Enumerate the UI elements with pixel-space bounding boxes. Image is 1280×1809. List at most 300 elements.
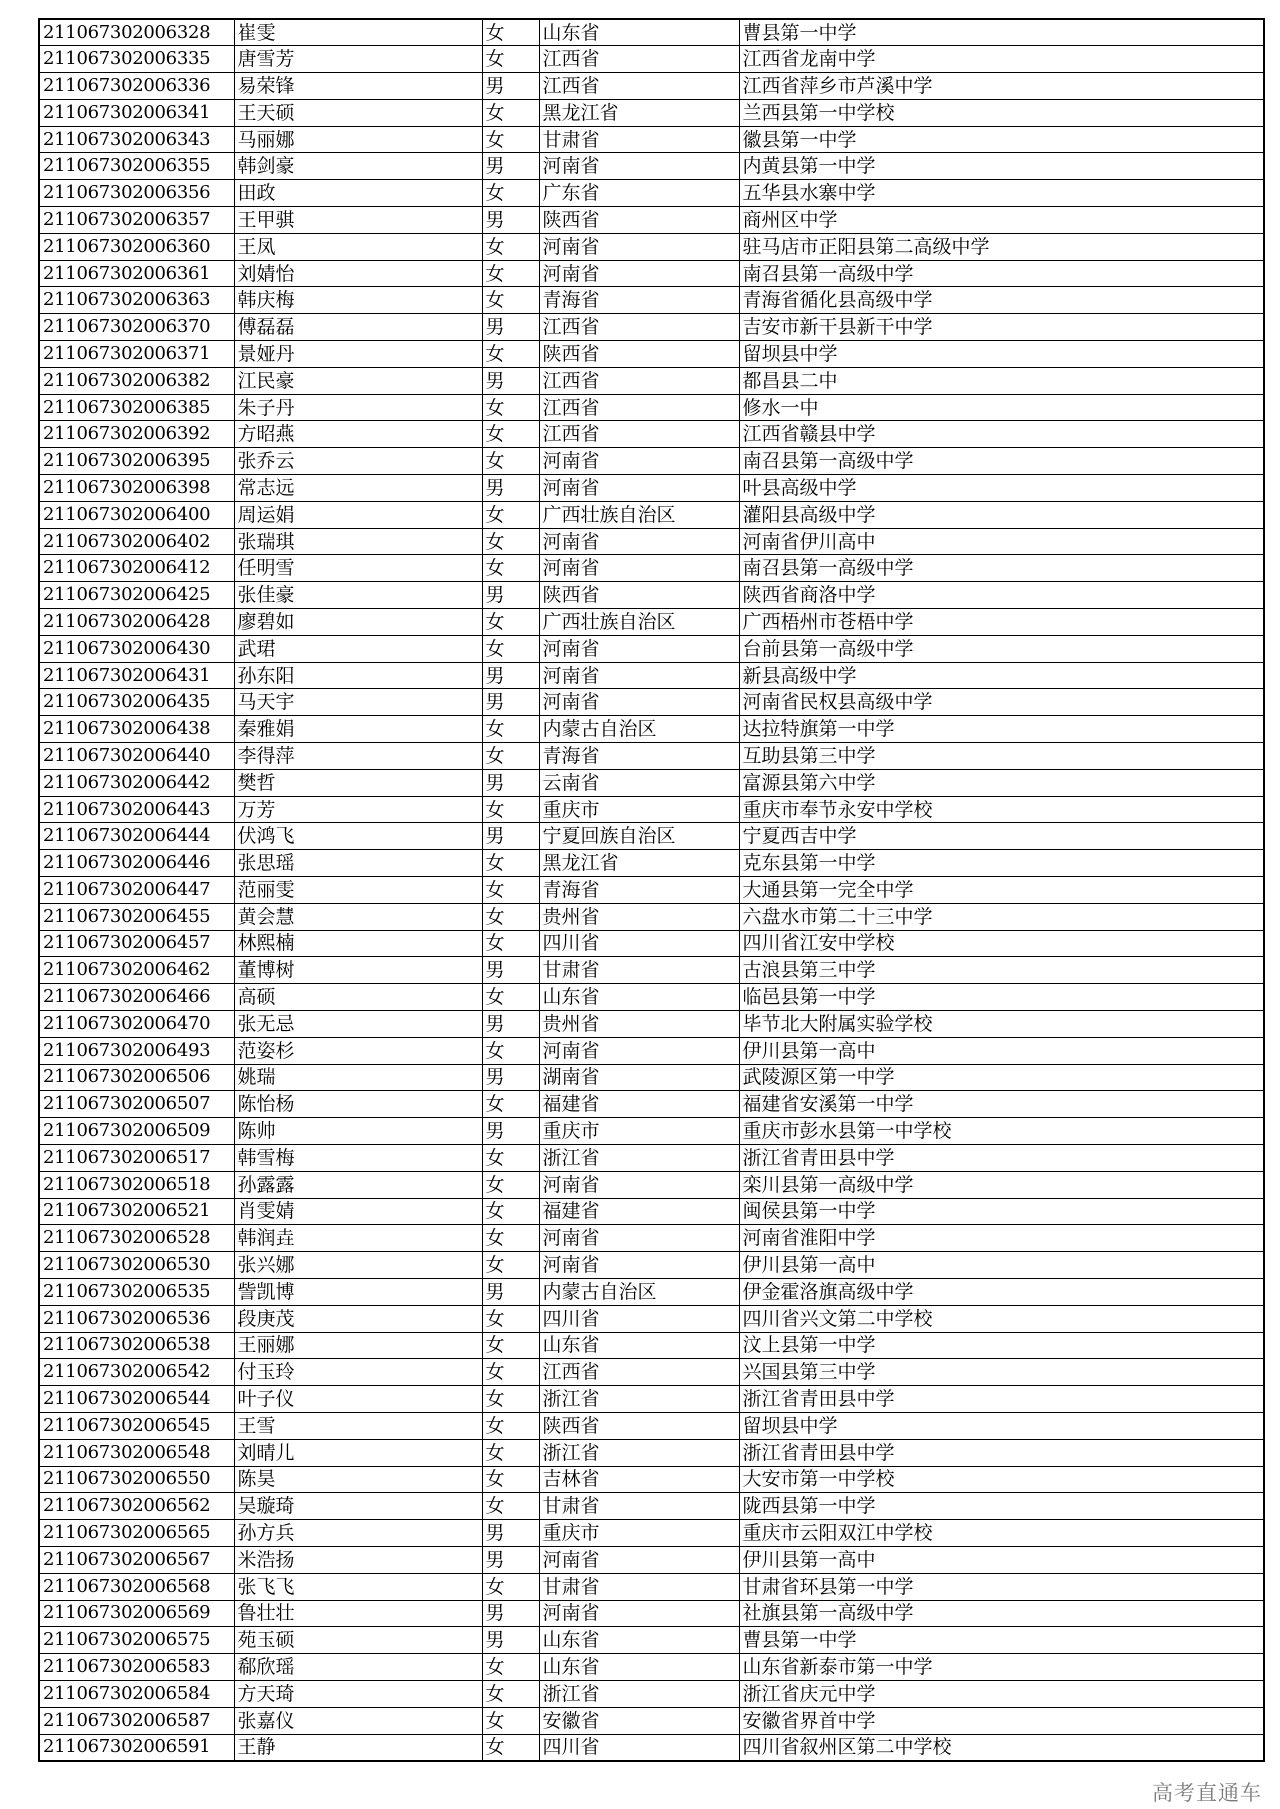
- table-row: [39, 930, 1264, 957]
- name-cell: 訾凯博: [234, 1278, 482, 1305]
- province-cell: 河南省: [539, 1225, 739, 1252]
- name-cell: 张思瑶: [234, 850, 482, 877]
- table-row: [39, 1252, 1264, 1279]
- exam-id-cell: 211067302006370: [39, 314, 234, 341]
- name-cell: 孙方兵: [234, 1520, 482, 1547]
- name-cell: 崔雯: [234, 19, 482, 46]
- school-cell: 青海省循化县高级中学: [739, 287, 1264, 314]
- table-row: [39, 1359, 1264, 1386]
- name-cell: 江民豪: [234, 367, 482, 394]
- province-cell: 吉林省: [539, 1466, 739, 1493]
- table-row: [39, 1734, 1264, 1761]
- school-cell: 伊川县第一高中: [739, 1037, 1264, 1064]
- gender-cell: 女: [482, 984, 539, 1011]
- province-cell: 河南省: [539, 1037, 739, 1064]
- school-cell: 汶上县第一中学: [739, 1332, 1264, 1359]
- name-cell: 张兴娜: [234, 1252, 482, 1279]
- exam-id-cell: 211067302006447: [39, 877, 234, 904]
- exam-id-cell: 211067302006430: [39, 635, 234, 662]
- gender-cell: 女: [482, 1332, 539, 1359]
- province-cell: 河南省: [539, 528, 739, 555]
- table-row: [39, 287, 1264, 314]
- table-row: [39, 1037, 1264, 1064]
- exam-id-cell: 211067302006545: [39, 1412, 234, 1439]
- gender-cell: 男: [482, 1627, 539, 1654]
- name-cell: 张瑞琪: [234, 528, 482, 555]
- name-cell: 郗欣瑶: [234, 1654, 482, 1681]
- gender-cell: 女: [482, 233, 539, 260]
- province-cell: 河南省: [539, 233, 739, 260]
- exam-id-cell: 211067302006402: [39, 528, 234, 555]
- name-cell: 肖雯婧: [234, 1198, 482, 1225]
- school-cell: 内黄县第一中学: [739, 153, 1264, 180]
- province-cell: 河南省: [539, 555, 739, 582]
- school-cell: 叶县高级中学: [739, 475, 1264, 502]
- exam-id-cell: 211067302006583: [39, 1654, 234, 1681]
- exam-id-cell: 211067302006400: [39, 501, 234, 528]
- province-cell: 浙江省: [539, 1144, 739, 1171]
- exam-id-cell: 211067302006568: [39, 1573, 234, 1600]
- table-row: [39, 796, 1264, 823]
- province-cell: 贵州省: [539, 1010, 739, 1037]
- gender-cell: 女: [482, 99, 539, 126]
- school-cell: 达拉特旗第一中学: [739, 716, 1264, 743]
- province-cell: 河南省: [539, 635, 739, 662]
- gender-cell: 女: [482, 635, 539, 662]
- name-cell: 李得萍: [234, 743, 482, 770]
- exam-id-cell: 211067302006518: [39, 1171, 234, 1198]
- name-cell: 张乔云: [234, 448, 482, 475]
- name-cell: 姚瑞: [234, 1064, 482, 1091]
- school-cell: 四川省江安中学校: [739, 930, 1264, 957]
- name-cell: 叶子仪: [234, 1386, 482, 1413]
- table-row: [39, 207, 1264, 234]
- province-cell: 江西省: [539, 421, 739, 448]
- province-cell: 陕西省: [539, 1412, 739, 1439]
- school-cell: 陇西县第一中学: [739, 1493, 1264, 1520]
- school-cell: 徽县第一中学: [739, 126, 1264, 153]
- gender-cell: 女: [482, 19, 539, 46]
- exam-id-cell: 211067302006565: [39, 1520, 234, 1547]
- table-row: [39, 1118, 1264, 1145]
- exam-id-cell: 211067302006506: [39, 1064, 234, 1091]
- exam-id-cell: 211067302006517: [39, 1144, 234, 1171]
- gender-cell: 女: [482, 1386, 539, 1413]
- school-cell: 古浪县第三中学: [739, 957, 1264, 984]
- gender-cell: 女: [482, 1734, 539, 1761]
- school-cell: 新县高级中学: [739, 662, 1264, 689]
- name-cell: 易荣锋: [234, 73, 482, 100]
- province-cell: 陕西省: [539, 341, 739, 368]
- name-cell: 孙露露: [234, 1171, 482, 1198]
- gender-cell: 女: [482, 555, 539, 582]
- school-cell: 南召县第一高级中学: [739, 555, 1264, 582]
- gender-cell: 女: [482, 46, 539, 73]
- school-cell: 吉安市新干县新干中学: [739, 314, 1264, 341]
- table-row: [39, 341, 1264, 368]
- province-cell: 重庆市: [539, 1118, 739, 1145]
- name-cell: 王雪: [234, 1412, 482, 1439]
- province-cell: 青海省: [539, 877, 739, 904]
- school-cell: 南召县第一高级中学: [739, 448, 1264, 475]
- exam-id-cell: 211067302006341: [39, 99, 234, 126]
- school-cell: 宁夏西吉中学: [739, 823, 1264, 850]
- exam-id-cell: 211067302006412: [39, 555, 234, 582]
- exam-id-cell: 211067302006530: [39, 1252, 234, 1279]
- province-cell: 四川省: [539, 1305, 739, 1332]
- exam-id-cell: 211067302006457: [39, 930, 234, 957]
- province-cell: 江西省: [539, 73, 739, 100]
- name-cell: 秦雅娟: [234, 716, 482, 743]
- gender-cell: 女: [482, 1252, 539, 1279]
- school-cell: 曹县第一中学: [739, 19, 1264, 46]
- table-row: [39, 823, 1264, 850]
- table-row: [39, 555, 1264, 582]
- gender-cell: 女: [482, 1171, 539, 1198]
- name-cell: 万芳: [234, 796, 482, 823]
- province-cell: 内蒙古自治区: [539, 1278, 739, 1305]
- school-cell: 兰西县第一中学校: [739, 99, 1264, 126]
- name-cell: 武珺: [234, 635, 482, 662]
- school-cell: 安徽省界首中学: [739, 1707, 1264, 1734]
- table-row: [39, 769, 1264, 796]
- province-cell: 四川省: [539, 930, 739, 957]
- province-cell: 山东省: [539, 1332, 739, 1359]
- gender-cell: 女: [482, 1707, 539, 1734]
- school-cell: 江西省萍乡市芦溪中学: [739, 73, 1264, 100]
- exam-id-cell: 211067302006382: [39, 367, 234, 394]
- school-cell: 克东县第一中学: [739, 850, 1264, 877]
- province-cell: 青海省: [539, 287, 739, 314]
- exam-id-cell: 211067302006335: [39, 46, 234, 73]
- gender-cell: 男: [482, 207, 539, 234]
- exam-id-cell: 211067302006357: [39, 207, 234, 234]
- province-cell: 山东省: [539, 1654, 739, 1681]
- name-cell: 陈怡杨: [234, 1091, 482, 1118]
- table-row: [39, 1493, 1264, 1520]
- gender-cell: 女: [482, 903, 539, 930]
- table-row: [39, 662, 1264, 689]
- gender-cell: 女: [482, 1493, 539, 1520]
- school-cell: 互助县第三中学: [739, 743, 1264, 770]
- table-row: [39, 1466, 1264, 1493]
- table-row: [39, 582, 1264, 609]
- table-row: [39, 1520, 1264, 1547]
- name-cell: 樊哲: [234, 769, 482, 796]
- gender-cell: 女: [482, 796, 539, 823]
- table-row: [39, 635, 1264, 662]
- exam-id-cell: 211067302006343: [39, 126, 234, 153]
- exam-id-cell: 211067302006466: [39, 984, 234, 1011]
- school-cell: 四川省兴文第二中学校: [739, 1305, 1264, 1332]
- province-cell: 河南省: [539, 1252, 739, 1279]
- table-row: [39, 1439, 1264, 1466]
- province-cell: 黑龙江省: [539, 99, 739, 126]
- table-row: [39, 260, 1264, 287]
- province-cell: 甘肃省: [539, 957, 739, 984]
- school-cell: 山东省新泰市第一中学: [739, 1654, 1264, 1681]
- province-cell: 河南省: [539, 475, 739, 502]
- name-cell: 张飞飞: [234, 1573, 482, 1600]
- exam-id-cell: 211067302006470: [39, 1010, 234, 1037]
- gender-cell: 女: [482, 1037, 539, 1064]
- school-cell: 临邑县第一中学: [739, 984, 1264, 1011]
- gender-cell: 男: [482, 1064, 539, 1091]
- gender-cell: 男: [482, 314, 539, 341]
- table-row: [39, 1680, 1264, 1707]
- gender-cell: 女: [482, 743, 539, 770]
- province-cell: 陕西省: [539, 207, 739, 234]
- table-row: [39, 153, 1264, 180]
- exam-id-cell: 211067302006536: [39, 1305, 234, 1332]
- school-cell: 灌阳县高级中学: [739, 501, 1264, 528]
- province-cell: 河南省: [539, 260, 739, 287]
- table-row: [39, 1198, 1264, 1225]
- exam-id-cell: 211067302006550: [39, 1466, 234, 1493]
- name-cell: 张嘉仪: [234, 1707, 482, 1734]
- gender-cell: 女: [482, 1412, 539, 1439]
- name-cell: 吴璇琦: [234, 1493, 482, 1520]
- table-row: [39, 394, 1264, 421]
- exam-id-cell: 211067302006440: [39, 743, 234, 770]
- school-cell: 重庆市奉节永安中学校: [739, 796, 1264, 823]
- table-row: [39, 233, 1264, 260]
- school-cell: 陕西省商洛中学: [739, 582, 1264, 609]
- exam-id-cell: 211067302006562: [39, 1493, 234, 1520]
- school-cell: 浙江省庆元中学: [739, 1680, 1264, 1707]
- school-cell: 重庆市彭水县第一中学校: [739, 1118, 1264, 1145]
- table-body: [39, 19, 1264, 1761]
- table-row: [39, 1654, 1264, 1681]
- gender-cell: 男: [482, 1010, 539, 1037]
- exam-id-cell: 211067302006443: [39, 796, 234, 823]
- name-cell: 孙东阳: [234, 662, 482, 689]
- name-cell: 韩润垚: [234, 1225, 482, 1252]
- school-cell: 大安市第一中学校: [739, 1466, 1264, 1493]
- exam-id-cell: 211067302006435: [39, 689, 234, 716]
- name-cell: 刘晴儿: [234, 1439, 482, 1466]
- name-cell: 陈昊: [234, 1466, 482, 1493]
- school-cell: 武陵源区第一中学: [739, 1064, 1264, 1091]
- school-cell: 兴国县第三中学: [739, 1359, 1264, 1386]
- table-row: [39, 19, 1264, 46]
- province-cell: 浙江省: [539, 1680, 739, 1707]
- exam-id-cell: 211067302006507: [39, 1091, 234, 1118]
- name-cell: 林熙楠: [234, 930, 482, 957]
- province-cell: 湖南省: [539, 1064, 739, 1091]
- gender-cell: 女: [482, 1680, 539, 1707]
- gender-cell: 男: [482, 1600, 539, 1627]
- table-row: [39, 475, 1264, 502]
- gender-cell: 男: [482, 73, 539, 100]
- province-cell: 四川省: [539, 1734, 739, 1761]
- exam-id-cell: 211067302006542: [39, 1359, 234, 1386]
- school-cell: 修水一中: [739, 394, 1264, 421]
- province-cell: 河南省: [539, 662, 739, 689]
- province-cell: 福建省: [539, 1091, 739, 1118]
- exam-id-cell: 211067302006336: [39, 73, 234, 100]
- table-row: [39, 1707, 1264, 1734]
- exam-id-cell: 211067302006446: [39, 850, 234, 877]
- school-cell: 五华县水寨中学: [739, 180, 1264, 207]
- exam-id-cell: 211067302006528: [39, 1225, 234, 1252]
- exam-id-cell: 211067302006438: [39, 716, 234, 743]
- table-row: [39, 1386, 1264, 1413]
- school-cell: 福建省安溪第一中学: [739, 1091, 1264, 1118]
- school-cell: 浙江省青田县中学: [739, 1386, 1264, 1413]
- province-cell: 江西省: [539, 46, 739, 73]
- gender-cell: 女: [482, 126, 539, 153]
- exam-id-cell: 211067302006538: [39, 1332, 234, 1359]
- table-row: [39, 126, 1264, 153]
- table-row: [39, 367, 1264, 394]
- exam-id-cell: 211067302006509: [39, 1118, 234, 1145]
- exam-id-cell: 211067302006385: [39, 394, 234, 421]
- gender-cell: 男: [482, 1118, 539, 1145]
- gender-cell: 男: [482, 662, 539, 689]
- province-cell: 陕西省: [539, 582, 739, 609]
- exam-id-cell: 211067302006425: [39, 582, 234, 609]
- name-cell: 王天硕: [234, 99, 482, 126]
- table-row: [39, 314, 1264, 341]
- table-row: [39, 1091, 1264, 1118]
- table-row: [39, 689, 1264, 716]
- exam-id-cell: 211067302006548: [39, 1439, 234, 1466]
- school-cell: 四川省叙州区第二中学校: [739, 1734, 1264, 1761]
- table-row: [39, 1171, 1264, 1198]
- exam-id-cell: 211067302006535: [39, 1278, 234, 1305]
- exam-id-cell: 211067302006569: [39, 1600, 234, 1627]
- exam-id-cell: 211067302006428: [39, 609, 234, 636]
- name-cell: 唐雪芳: [234, 46, 482, 73]
- province-cell: 重庆市: [539, 1520, 739, 1547]
- name-cell: 伏鸿飞: [234, 823, 482, 850]
- name-cell: 高硕: [234, 984, 482, 1011]
- school-cell: 留坝县中学: [739, 1412, 1264, 1439]
- name-cell: 廖碧如: [234, 609, 482, 636]
- exam-id-cell: 211067302006455: [39, 903, 234, 930]
- table-row: [39, 46, 1264, 73]
- name-cell: 景娅丹: [234, 341, 482, 368]
- gender-cell: 男: [482, 475, 539, 502]
- name-cell: 周运娟: [234, 501, 482, 528]
- exam-id-cell: 211067302006361: [39, 260, 234, 287]
- gender-cell: 女: [482, 1091, 539, 1118]
- school-cell: 南召县第一高级中学: [739, 260, 1264, 287]
- school-cell: 都昌县二中: [739, 367, 1264, 394]
- exam-id-cell: 211067302006444: [39, 823, 234, 850]
- school-cell: 曹县第一中学: [739, 1627, 1264, 1654]
- table-row: [39, 850, 1264, 877]
- table-row: [39, 528, 1264, 555]
- gender-cell: 男: [482, 1546, 539, 1573]
- gender-cell: 女: [482, 716, 539, 743]
- province-cell: 甘肃省: [539, 1493, 739, 1520]
- exam-id-cell: 211067302006442: [39, 769, 234, 796]
- province-cell: 云南省: [539, 769, 739, 796]
- exam-id-cell: 211067302006371: [39, 341, 234, 368]
- school-cell: 台前县第一高级中学: [739, 635, 1264, 662]
- name-cell: 韩雪梅: [234, 1144, 482, 1171]
- table-row: [39, 1278, 1264, 1305]
- gender-cell: 女: [482, 501, 539, 528]
- exam-id-cell: 211067302006493: [39, 1037, 234, 1064]
- name-cell: 韩剑豪: [234, 153, 482, 180]
- province-cell: 河南省: [539, 448, 739, 475]
- name-cell: 傅磊磊: [234, 314, 482, 341]
- gender-cell: 女: [482, 1144, 539, 1171]
- province-cell: 青海省: [539, 743, 739, 770]
- table-row: [39, 1010, 1264, 1037]
- exam-id-cell: 211067302006584: [39, 1680, 234, 1707]
- name-cell: 陈帅: [234, 1118, 482, 1145]
- name-cell: 方昭燕: [234, 421, 482, 448]
- table-row: [39, 609, 1264, 636]
- gender-cell: 女: [482, 341, 539, 368]
- exam-id-cell: 211067302006567: [39, 1546, 234, 1573]
- name-cell: 韩庆梅: [234, 287, 482, 314]
- school-cell: 伊川县第一高中: [739, 1546, 1264, 1573]
- school-cell: 广西梧州市苍梧中学: [739, 609, 1264, 636]
- gender-cell: 女: [482, 287, 539, 314]
- school-cell: 江西省龙南中学: [739, 46, 1264, 73]
- province-cell: 江西省: [539, 1359, 739, 1386]
- exam-id-cell: 211067302006395: [39, 448, 234, 475]
- exam-id-cell: 211067302006575: [39, 1627, 234, 1654]
- table-row: [39, 1573, 1264, 1600]
- name-cell: 马天宇: [234, 689, 482, 716]
- province-cell: 浙江省: [539, 1386, 739, 1413]
- province-cell: 山东省: [539, 984, 739, 1011]
- exam-id-cell: 211067302006392: [39, 421, 234, 448]
- name-cell: 段庚茂: [234, 1305, 482, 1332]
- school-cell: 富源县第六中学: [739, 769, 1264, 796]
- table-row: [39, 501, 1264, 528]
- gender-cell: 男: [482, 1520, 539, 1547]
- table-row: [39, 957, 1264, 984]
- province-cell: 浙江省: [539, 1439, 739, 1466]
- table-row: [39, 99, 1264, 126]
- table-row: [39, 73, 1264, 100]
- gender-cell: 女: [482, 1198, 539, 1225]
- province-cell: 安徽省: [539, 1707, 739, 1734]
- gender-cell: 女: [482, 180, 539, 207]
- province-cell: 广西壮族自治区: [539, 609, 739, 636]
- school-cell: 闽侯县第一中学: [739, 1198, 1264, 1225]
- name-cell: 田政: [234, 180, 482, 207]
- school-cell: 河南省淮阳中学: [739, 1225, 1264, 1252]
- table-row: [39, 743, 1264, 770]
- gender-cell: 女: [482, 394, 539, 421]
- exam-id-cell: 211067302006328: [39, 19, 234, 46]
- province-cell: 河南省: [539, 1171, 739, 1198]
- province-cell: 河南省: [539, 1546, 739, 1573]
- exam-id-cell: 211067302006356: [39, 180, 234, 207]
- gender-cell: 女: [482, 1439, 539, 1466]
- table-row: [39, 877, 1264, 904]
- exam-id-cell: 211067302006360: [39, 233, 234, 260]
- name-cell: 王丽娜: [234, 1332, 482, 1359]
- gender-cell: 女: [482, 528, 539, 555]
- gender-cell: 女: [482, 1466, 539, 1493]
- table-row: [39, 1305, 1264, 1332]
- gender-cell: 女: [482, 1573, 539, 1600]
- name-cell: 张佳豪: [234, 582, 482, 609]
- gender-cell: 女: [482, 877, 539, 904]
- province-cell: 山东省: [539, 19, 739, 46]
- name-cell: 常志远: [234, 475, 482, 502]
- gender-cell: 男: [482, 1278, 539, 1305]
